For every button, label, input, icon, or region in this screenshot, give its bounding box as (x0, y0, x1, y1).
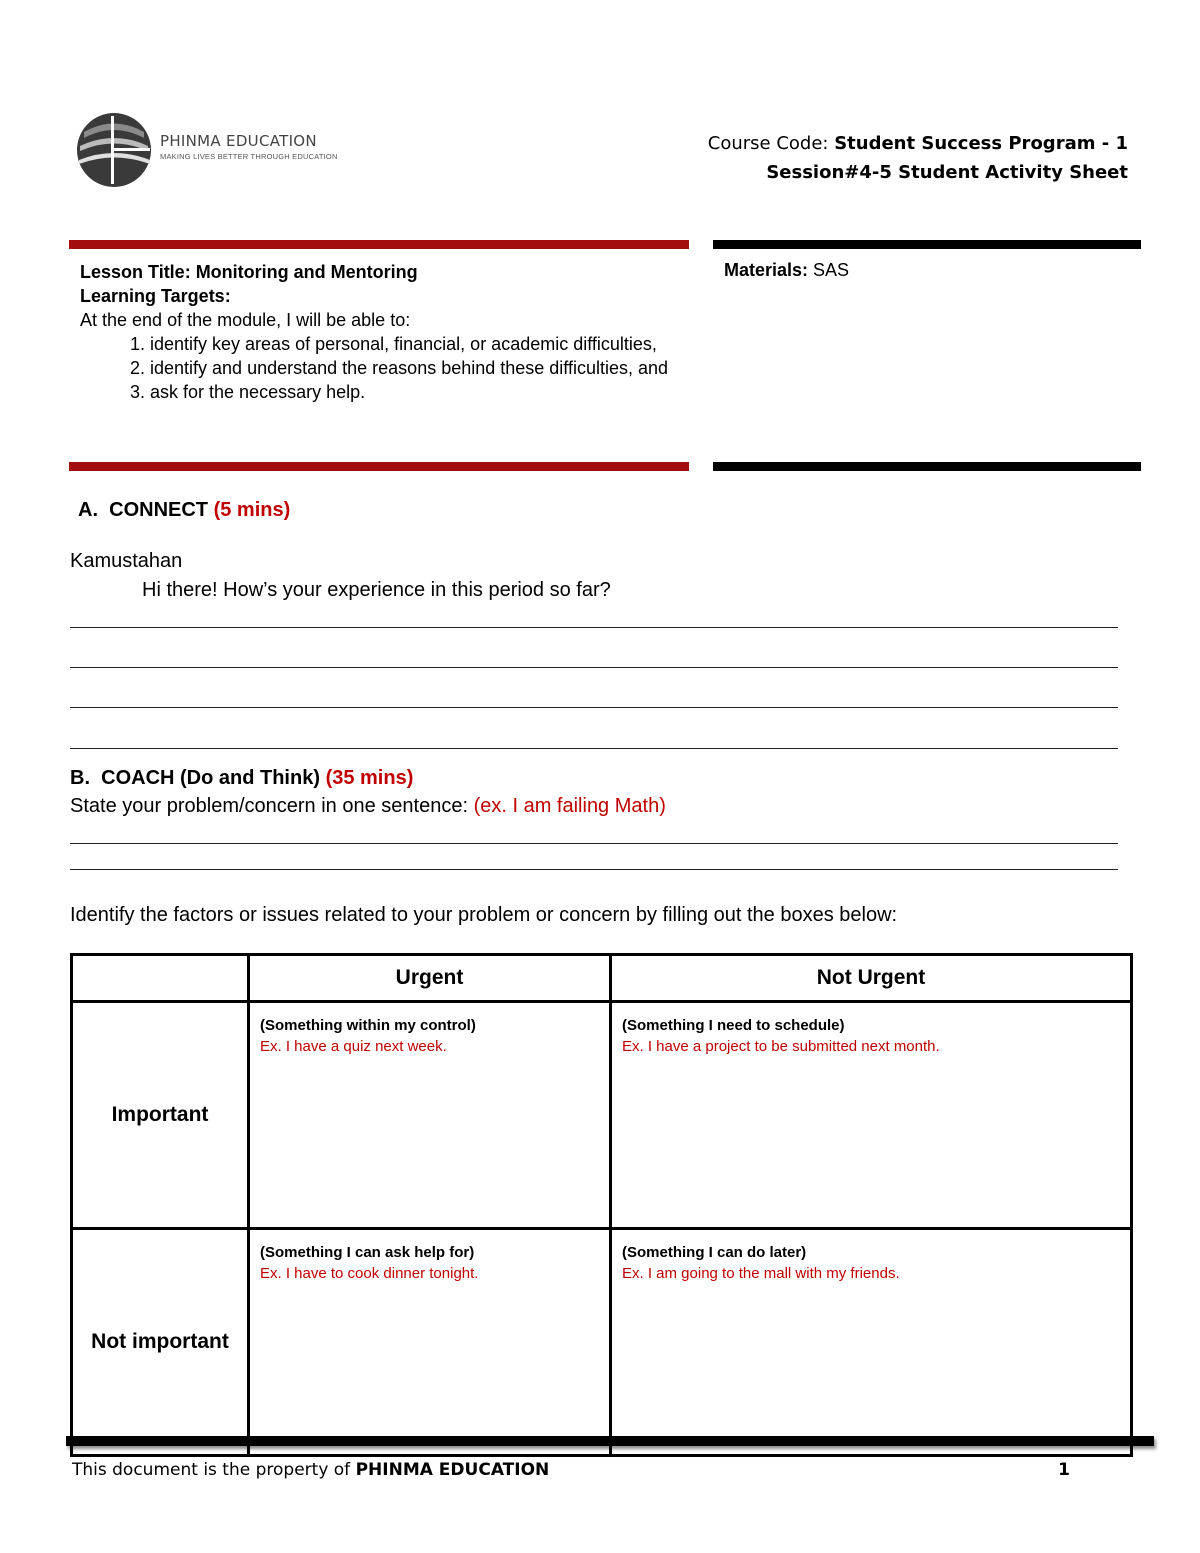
lesson-bottom-bar (69, 462, 689, 471)
learning-targets-label: Learning Targets: (80, 286, 231, 306)
lesson-block (80, 260, 680, 404)
materials-value: SAS (808, 260, 850, 280)
answer-line[interactable] (70, 627, 1118, 628)
cell-label: (Something I need to schedule) (622, 1017, 845, 1034)
cell-example: Ex. I have a project to be submitted next month. (622, 1038, 940, 1055)
footer-owner: PHINMA EDUCATION (355, 1460, 550, 1480)
lesson-title: Lesson Title: Monitoring and Mentoring (80, 262, 418, 282)
coach-time: (35 mins) (325, 767, 414, 789)
learning-targets-intro: At the end of the module, I will be able to: (80, 310, 411, 330)
phinma-logo-icon (74, 110, 164, 190)
row-header-not-important: Not important (72, 1229, 249, 1456)
coach-prompt-line (70, 795, 666, 818)
cell-example: Ex. I have a quiz next week. (260, 1038, 447, 1055)
cell-example: Ex. I have to cook dinner tonight. (260, 1265, 479, 1282)
course-code-label: Course Code: (707, 133, 835, 154)
learning-target: 1. identify key areas of personal, financial, or academic difficulties, (150, 332, 680, 356)
sheet-title: Session#4-5 Student Activity Sheet (766, 162, 1128, 183)
footer-text (72, 1460, 549, 1480)
connect-title: CONNECT (109, 499, 209, 521)
answer-line[interactable] (70, 869, 1118, 870)
coach-letter: B. (70, 767, 90, 789)
col-header-not-urgent: Not Urgent (611, 955, 1132, 1002)
cell-not-important-urgent[interactable] (249, 1229, 611, 1456)
eisenhower-matrix (70, 953, 1133, 1457)
connect-letter: A. (78, 499, 98, 521)
materials-top-bar (713, 240, 1141, 249)
materials (724, 260, 849, 281)
col-header-urgent: Urgent (249, 955, 611, 1002)
course-code-value: Student Success Program - 1 (834, 133, 1128, 154)
row-header-important: Important (72, 1002, 249, 1229)
logo-text (160, 132, 338, 161)
coach-heading (70, 767, 413, 790)
connect-heading (78, 499, 290, 522)
answer-line[interactable] (70, 667, 1118, 668)
logo-name: PHINMA EDUCATION (160, 132, 317, 150)
learning-target: 2. identify and understand the reasons behind these difficulties, and (150, 356, 680, 380)
connect-activity: Kamustahan (70, 550, 183, 572)
materials-bottom-bar (713, 462, 1141, 471)
logo-tagline: MAKING LIVES BETTER THROUGH EDUCATION (160, 152, 338, 161)
coach-title: COACH (Do and Think) (101, 767, 320, 789)
cell-label: (Something I can ask help for) (260, 1244, 475, 1261)
cell-label: (Something within my control) (260, 1017, 476, 1034)
learning-target: 3. ask for the necessary help. (150, 380, 680, 404)
cell-not-important-not-urgent[interactable] (611, 1229, 1132, 1456)
footer-bar (66, 1436, 1154, 1446)
footer-prefix: This document is the property of (72, 1460, 356, 1480)
coach-example: (ex. I am failing Math) (473, 795, 666, 817)
learning-targets-list (80, 332, 680, 404)
answer-line[interactable] (70, 707, 1118, 708)
cell-important-urgent[interactable] (249, 1002, 611, 1229)
coach-prompt: State your problem/concern in one sentence: (70, 795, 474, 817)
materials-label: Materials: (724, 260, 809, 280)
answer-line[interactable] (70, 748, 1118, 749)
course-code (708, 133, 1128, 154)
answer-line[interactable] (70, 843, 1118, 844)
cell-label: (Something I can do later) (622, 1244, 807, 1261)
page-number: 1 (1058, 1460, 1070, 1480)
cell-important-not-urgent[interactable] (611, 1002, 1132, 1229)
connect-prompt: Hi there! How’s your experience in this period so far? (142, 579, 611, 601)
connect-time: (5 mins) (213, 499, 291, 521)
matrix-corner-cell (72, 955, 249, 1002)
lesson-top-bar (69, 240, 689, 249)
cell-example: Ex. I am going to the mall with my friends. (622, 1265, 900, 1282)
coach-instruction: Identify the factors or issues related to your problem or concern by filling out the boxes below: (70, 904, 898, 926)
